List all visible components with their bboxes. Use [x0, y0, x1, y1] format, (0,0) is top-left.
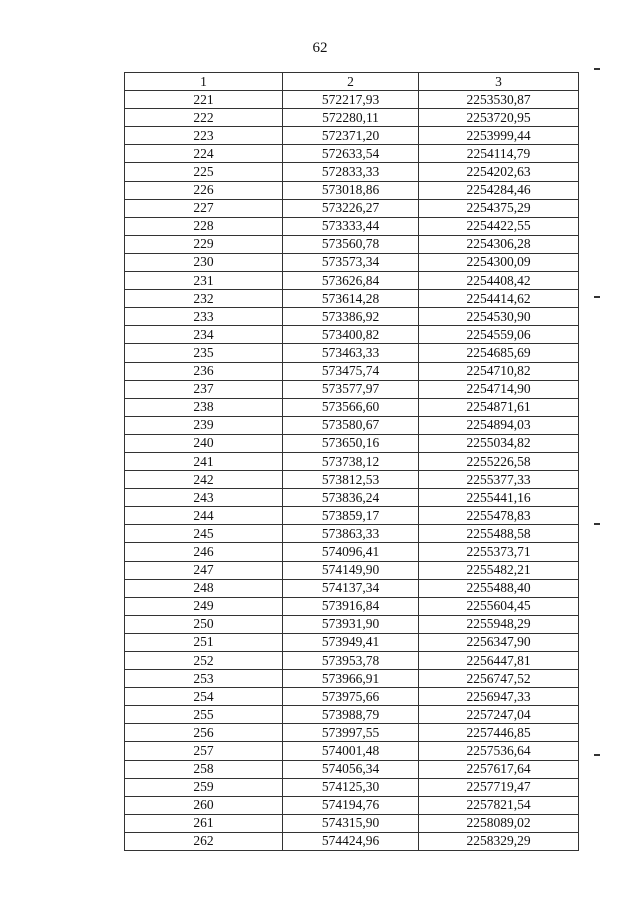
table-row [125, 652, 579, 670]
x-coordinate-cell: 574194,76 [283, 796, 419, 814]
y-coordinate-cell: 2257536,64 [419, 742, 579, 760]
x-coordinate-cell: 573650,16 [283, 434, 419, 452]
point-number-cell: 223 [125, 127, 283, 145]
margin-mark [594, 68, 600, 70]
x-coordinate-cell: 573859,17 [283, 507, 419, 525]
table-row [125, 452, 579, 470]
x-coordinate-cell: 573916,84 [283, 597, 419, 615]
y-coordinate-cell: 2254685,69 [419, 344, 579, 362]
table-row [125, 670, 579, 688]
margin-mark [594, 523, 600, 525]
y-coordinate-cell: 2256347,90 [419, 633, 579, 651]
x-coordinate-cell: 573573,34 [283, 253, 419, 271]
x-coordinate-cell: 574137,34 [283, 579, 419, 597]
point-number-cell: 237 [125, 380, 283, 398]
table-row [125, 471, 579, 489]
y-coordinate-cell: 2255377,33 [419, 471, 579, 489]
point-number-cell: 226 [125, 181, 283, 199]
point-number-cell: 255 [125, 706, 283, 724]
y-coordinate-cell: 2255034,82 [419, 434, 579, 452]
y-coordinate-cell: 2257821,54 [419, 796, 579, 814]
x-coordinate-cell: 573949,41 [283, 633, 419, 651]
point-number-cell: 243 [125, 489, 283, 507]
x-coordinate-cell: 574001,48 [283, 742, 419, 760]
column-header: 3 [419, 73, 579, 91]
point-number-cell: 231 [125, 272, 283, 290]
y-coordinate-cell: 2254306,28 [419, 235, 579, 253]
y-coordinate-cell: 2254710,82 [419, 362, 579, 380]
y-coordinate-cell: 2257247,04 [419, 706, 579, 724]
y-coordinate-cell: 2255478,83 [419, 507, 579, 525]
y-coordinate-cell: 2254894,03 [419, 416, 579, 434]
point-number-cell: 229 [125, 235, 283, 253]
x-coordinate-cell: 573018,86 [283, 181, 419, 199]
table-row [125, 561, 579, 579]
table-row [125, 181, 579, 199]
x-coordinate-cell: 574096,41 [283, 543, 419, 561]
point-number-cell: 250 [125, 615, 283, 633]
y-coordinate-cell: 2255441,16 [419, 489, 579, 507]
x-coordinate-cell: 573988,79 [283, 706, 419, 724]
y-coordinate-cell: 2254300,09 [419, 253, 579, 271]
x-coordinate-cell: 573614,28 [283, 290, 419, 308]
x-coordinate-cell: 574125,30 [283, 778, 419, 796]
x-coordinate-cell: 572633,54 [283, 145, 419, 163]
y-coordinate-cell: 2253720,95 [419, 109, 579, 127]
table-row [125, 344, 579, 362]
table-row [125, 543, 579, 561]
x-coordinate-cell: 574056,34 [283, 760, 419, 778]
y-coordinate-cell: 2256947,33 [419, 688, 579, 706]
y-coordinate-cell: 2254114,79 [419, 145, 579, 163]
table-row [125, 91, 579, 109]
x-coordinate-cell: 573400,82 [283, 326, 419, 344]
point-number-cell: 252 [125, 652, 283, 670]
y-coordinate-cell: 2256447,81 [419, 652, 579, 670]
point-number-cell: 244 [125, 507, 283, 525]
column-header: 2 [283, 73, 419, 91]
table-row [125, 507, 579, 525]
point-number-cell: 259 [125, 778, 283, 796]
table-row [125, 633, 579, 651]
x-coordinate-cell: 573475,74 [283, 362, 419, 380]
y-coordinate-cell: 2257446,85 [419, 724, 579, 742]
point-number-cell: 222 [125, 109, 283, 127]
point-number-cell: 240 [125, 434, 283, 452]
point-number-cell: 239 [125, 416, 283, 434]
table-row [125, 253, 579, 271]
table-row [125, 199, 579, 217]
x-coordinate-cell: 572371,20 [283, 127, 419, 145]
y-coordinate-cell: 2254530,90 [419, 308, 579, 326]
table-row [125, 434, 579, 452]
point-number-cell: 227 [125, 199, 283, 217]
point-number-cell: 246 [125, 543, 283, 561]
point-number-cell: 257 [125, 742, 283, 760]
column-header: 1 [125, 73, 283, 91]
x-coordinate-cell: 574315,90 [283, 814, 419, 832]
table-row [125, 235, 579, 253]
point-number-cell: 260 [125, 796, 283, 814]
table-row [125, 688, 579, 706]
table-row [125, 290, 579, 308]
table-row [125, 109, 579, 127]
table-row [125, 362, 579, 380]
x-coordinate-cell: 572217,93 [283, 91, 419, 109]
y-coordinate-cell: 2255482,21 [419, 561, 579, 579]
y-coordinate-cell: 2256747,52 [419, 670, 579, 688]
x-coordinate-cell: 573966,91 [283, 670, 419, 688]
x-coordinate-cell: 572833,33 [283, 163, 419, 181]
coordinates-table [124, 72, 579, 851]
y-coordinate-cell: 2255488,40 [419, 579, 579, 597]
table-row [125, 217, 579, 235]
x-coordinate-cell: 573812,53 [283, 471, 419, 489]
point-number-cell: 258 [125, 760, 283, 778]
y-coordinate-cell: 2258089,02 [419, 814, 579, 832]
table-row [125, 416, 579, 434]
table-row [125, 398, 579, 416]
point-number-cell: 235 [125, 344, 283, 362]
table-row [125, 145, 579, 163]
point-number-cell: 249 [125, 597, 283, 615]
point-number-cell: 261 [125, 814, 283, 832]
table-row [125, 760, 579, 778]
table-row [125, 326, 579, 344]
x-coordinate-cell: 573953,78 [283, 652, 419, 670]
x-coordinate-cell: 573863,33 [283, 525, 419, 543]
point-number-cell: 241 [125, 452, 283, 470]
point-number-cell: 224 [125, 145, 283, 163]
y-coordinate-cell: 2255604,45 [419, 597, 579, 615]
table-row [125, 742, 579, 760]
x-coordinate-cell: 573931,90 [283, 615, 419, 633]
table-row [125, 579, 579, 597]
x-coordinate-cell: 572280,11 [283, 109, 419, 127]
point-number-cell: 248 [125, 579, 283, 597]
y-coordinate-cell: 2254202,63 [419, 163, 579, 181]
point-number-cell: 228 [125, 217, 283, 235]
y-coordinate-cell: 2254559,06 [419, 326, 579, 344]
x-coordinate-cell: 573226,27 [283, 199, 419, 217]
point-number-cell: 242 [125, 471, 283, 489]
y-coordinate-cell: 2255373,71 [419, 543, 579, 561]
table-row [125, 796, 579, 814]
table-row [125, 127, 579, 145]
point-number-cell: 232 [125, 290, 283, 308]
y-coordinate-cell: 2257719,47 [419, 778, 579, 796]
point-number-cell: 221 [125, 91, 283, 109]
table-row [125, 380, 579, 398]
table-row [125, 272, 579, 290]
y-coordinate-cell: 2253999,44 [419, 127, 579, 145]
point-number-cell: 236 [125, 362, 283, 380]
y-coordinate-cell: 2254422,55 [419, 217, 579, 235]
table-row [125, 308, 579, 326]
x-coordinate-cell: 573836,24 [283, 489, 419, 507]
y-coordinate-cell: 2257617,64 [419, 760, 579, 778]
x-coordinate-cell: 573463,33 [283, 344, 419, 362]
point-number-cell: 253 [125, 670, 283, 688]
point-number-cell: 238 [125, 398, 283, 416]
table-row [125, 597, 579, 615]
point-number-cell: 230 [125, 253, 283, 271]
table-row [125, 615, 579, 633]
x-coordinate-cell: 574424,96 [283, 832, 419, 850]
x-coordinate-cell: 573566,60 [283, 398, 419, 416]
table-row [125, 778, 579, 796]
x-coordinate-cell: 573738,12 [283, 452, 419, 470]
point-number-cell: 245 [125, 525, 283, 543]
y-coordinate-cell: 2254375,29 [419, 199, 579, 217]
point-number-cell: 262 [125, 832, 283, 850]
x-coordinate-cell: 573560,78 [283, 235, 419, 253]
table-row [125, 163, 579, 181]
margin-mark [594, 754, 600, 756]
table-row [125, 814, 579, 832]
table-row [125, 489, 579, 507]
table-row [125, 724, 579, 742]
table-row [125, 832, 579, 850]
y-coordinate-cell: 2254871,61 [419, 398, 579, 416]
x-coordinate-cell: 573386,92 [283, 308, 419, 326]
point-number-cell: 233 [125, 308, 283, 326]
page-number: 62 [312, 40, 328, 56]
table-header-row [125, 73, 579, 91]
x-coordinate-cell: 573975,66 [283, 688, 419, 706]
y-coordinate-cell: 2255226,58 [419, 452, 579, 470]
y-coordinate-cell: 2253530,87 [419, 91, 579, 109]
x-coordinate-cell: 573626,84 [283, 272, 419, 290]
margin-mark [594, 296, 600, 298]
y-coordinate-cell: 2254284,46 [419, 181, 579, 199]
table-row [125, 525, 579, 543]
y-coordinate-cell: 2254408,42 [419, 272, 579, 290]
x-coordinate-cell: 573580,67 [283, 416, 419, 434]
y-coordinate-cell: 2255488,58 [419, 525, 579, 543]
point-number-cell: 234 [125, 326, 283, 344]
x-coordinate-cell: 573577,97 [283, 380, 419, 398]
point-number-cell: 225 [125, 163, 283, 181]
point-number-cell: 251 [125, 633, 283, 651]
point-number-cell: 254 [125, 688, 283, 706]
point-number-cell: 256 [125, 724, 283, 742]
point-number-cell: 247 [125, 561, 283, 579]
x-coordinate-cell: 573333,44 [283, 217, 419, 235]
x-coordinate-cell: 574149,90 [283, 561, 419, 579]
x-coordinate-cell: 573997,55 [283, 724, 419, 742]
table-row [125, 706, 579, 724]
y-coordinate-cell: 2254714,90 [419, 380, 579, 398]
y-coordinate-cell: 2254414,62 [419, 290, 579, 308]
y-coordinate-cell: 2258329,29 [419, 832, 579, 850]
y-coordinate-cell: 2255948,29 [419, 615, 579, 633]
